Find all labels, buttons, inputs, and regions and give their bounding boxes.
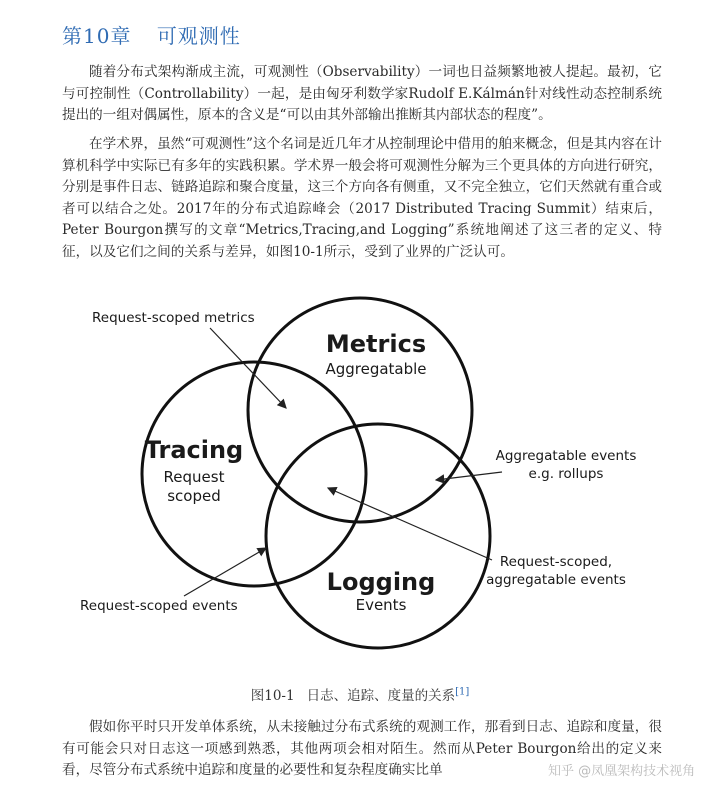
caption-reference-link[interactable]: [1] (455, 686, 470, 698)
venn-diagram-figure (60, 292, 660, 672)
arrow-request-scoped-events (184, 548, 266, 596)
tracing-subtitle-line2: scoped (167, 487, 221, 505)
chapter-title (62, 20, 241, 49)
caption-number: 图10-1 (250, 688, 295, 704)
watermark: 知乎 @凤凰架构技术视角 (548, 764, 696, 779)
annotation-request-scoped-events: Request-scoped events (80, 598, 238, 614)
paragraph-observability-intro: 随着分布式架构渐成主流，可观测性（Observability）一词也日益频繁地被人提起。最初，它与可控制性（Controllability）一起，是由匈牙利数学家Rudolf E.Kálmán针对线性动态控制系统提出的一组对偶属性，原本的含义是“可以由其外部输出推断其内部状态的程度”。 (62, 64, 662, 123)
chapter-name: 可观测性 (156, 24, 241, 48)
paragraph-monolith-note: 假如你平时只开发单体系统，从未接触过分布式系统的观测工作，那看到日志、追踪和度量，很有可能会只对日志这一项感到熟悉，其他两项会相对陌生。然而从Peter Bourgon给出的定义来看，尽管分布式系统中追踪和度量的必要性和复杂程度确实比单 (62, 719, 662, 778)
figure-caption (0, 684, 720, 704)
annotation-request-scoped-aggregatable-line2: aggregatable events (486, 572, 626, 588)
venn-diagram (60, 292, 660, 672)
metrics-subtitle: Aggregatable (325, 360, 427, 378)
caption-text: 日志、追踪、度量的关系 (306, 688, 456, 704)
annotation-request-scoped-metrics: Request-scoped metrics (92, 310, 255, 326)
annotation-request-scoped-aggregatable-line1: Request-scoped, (499, 554, 613, 570)
annotation-aggregatable-events-line2: e.g. rollups (528, 466, 604, 482)
annotation-aggregatable-events-line1: Aggregatable events (495, 448, 637, 464)
paragraph-academic-view: 在学术界，虽然“可观测性”这个名词是近几年才从控制理论中借用的舶来概念，但是其内容在计算机科学中实际已有多年的实践积累。学术界一般会将可观测性分解为三个更具体的方向进行研究，分别是事件日志、链路追踪和聚合度量，这三个方向各有侧重，又不完全独立，它们天然就有重合或者可以结合之处。2017年的分布式追踪峰会（2017 Distributed Tracing Summit）结束后，Peter Bourgon撰写的文章“Metrics,Tracing,and Logging”系统地阐述了这三者的定义、特征，以及它们之间的关系与差异，如图10-1所示，受到了业界的广泛认可。 (62, 136, 662, 260)
logging-circle (266, 424, 490, 648)
tracing-subtitle-line1: Request (163, 468, 225, 486)
logging-title: Logging (326, 568, 436, 596)
logging-subtitle: Events (355, 596, 407, 614)
chapter-number: 第10章 (62, 24, 132, 48)
tracing-title: Tracing (144, 436, 244, 464)
metrics-title: Metrics (325, 330, 427, 358)
